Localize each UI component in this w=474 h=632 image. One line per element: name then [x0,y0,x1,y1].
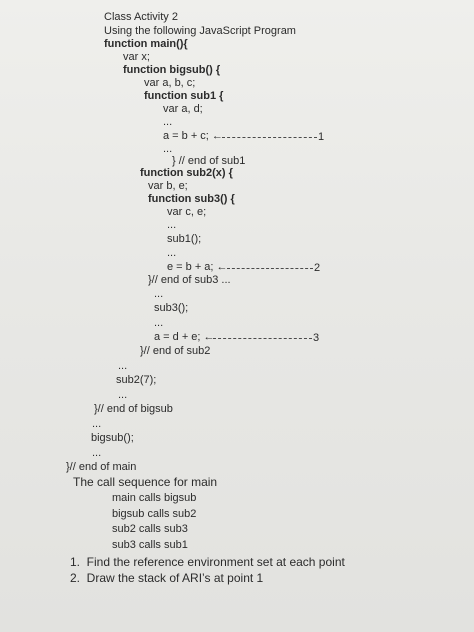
sequence-item: sub2 calls sub3 [112,523,188,535]
code-line-bigsub: function bigsub() { [123,64,221,76]
point2-dashed-arrow-line [227,268,313,269]
code-line-var-be: var b, e; [148,180,188,192]
sequence-heading: The call sequence for main [73,475,218,489]
point3-label: 3 [313,332,320,344]
code-line-ellipsis: ... [154,317,164,329]
code-line-var-ce: var c, e; [167,206,207,218]
code-line-point2: e = b + a; ← [167,261,228,273]
sequence-item: sub3 calls sub1 [112,539,188,551]
code-line-ellipsis: ... [118,389,128,401]
code-line-point1: a = b + c; ← [163,130,223,142]
code-line-var-ad: var a, d; [163,103,203,115]
code-line-end-sub2: }// end of sub2 [140,345,211,357]
question-2: 2. Draw the stack of ARI’s at point 1 [70,571,264,585]
code-line-main: function main(){ [104,38,188,50]
code-line-ellipsis: ... [167,247,177,259]
code-line-call-sub1: sub1(); [167,233,202,245]
code-line-sub3: function sub3() { [148,193,235,205]
question-1: 1. Find the reference environment set at each point [70,555,345,569]
code-line-var-abc: var a, b, c; [144,77,196,89]
code-line-end-sub3: }// end of sub3 ... [148,274,231,286]
code-line-point3: a = d + e; ← [154,331,215,343]
code-line-ellipsis: ... [92,418,102,430]
point1-label: 1 [318,131,325,143]
activity-title: Class Activity 2 [104,11,178,23]
code-line-ellipsis: ... [92,447,102,459]
code-line-sub1: function sub1 { [144,90,224,102]
point3-dashed-arrow-line [213,338,312,339]
code-line-ellipsis: ... [154,288,164,300]
code-line-end-sub1: } // end of sub1 [172,155,246,167]
activity-subtitle: Using the following JavaScript Program [104,25,296,37]
sequence-item: bigsub calls sub2 [112,508,197,520]
code-line-sub2: function sub2(x) { [140,167,233,179]
code-line-ellipsis: ... [167,219,177,231]
code-line-ellipsis: ... [163,143,173,155]
sequence-item: main calls bigsub [112,492,197,504]
code-line-end-main: }// end of main [66,461,137,473]
code-line-call-sub3: sub3(); [154,302,189,314]
code-line-ellipsis: ... [163,116,173,128]
code-line-var-x: var x; [123,51,150,63]
code-line-call-sub2: sub2(7); [116,374,157,386]
code-line-call-bigsub: bigsub(); [91,432,134,444]
code-line-end-bigsub: }// end of bigsub [94,403,173,415]
point1-dashed-arrow-line [222,137,317,138]
code-line-ellipsis: ... [118,360,128,372]
point2-label: 2 [314,262,321,274]
